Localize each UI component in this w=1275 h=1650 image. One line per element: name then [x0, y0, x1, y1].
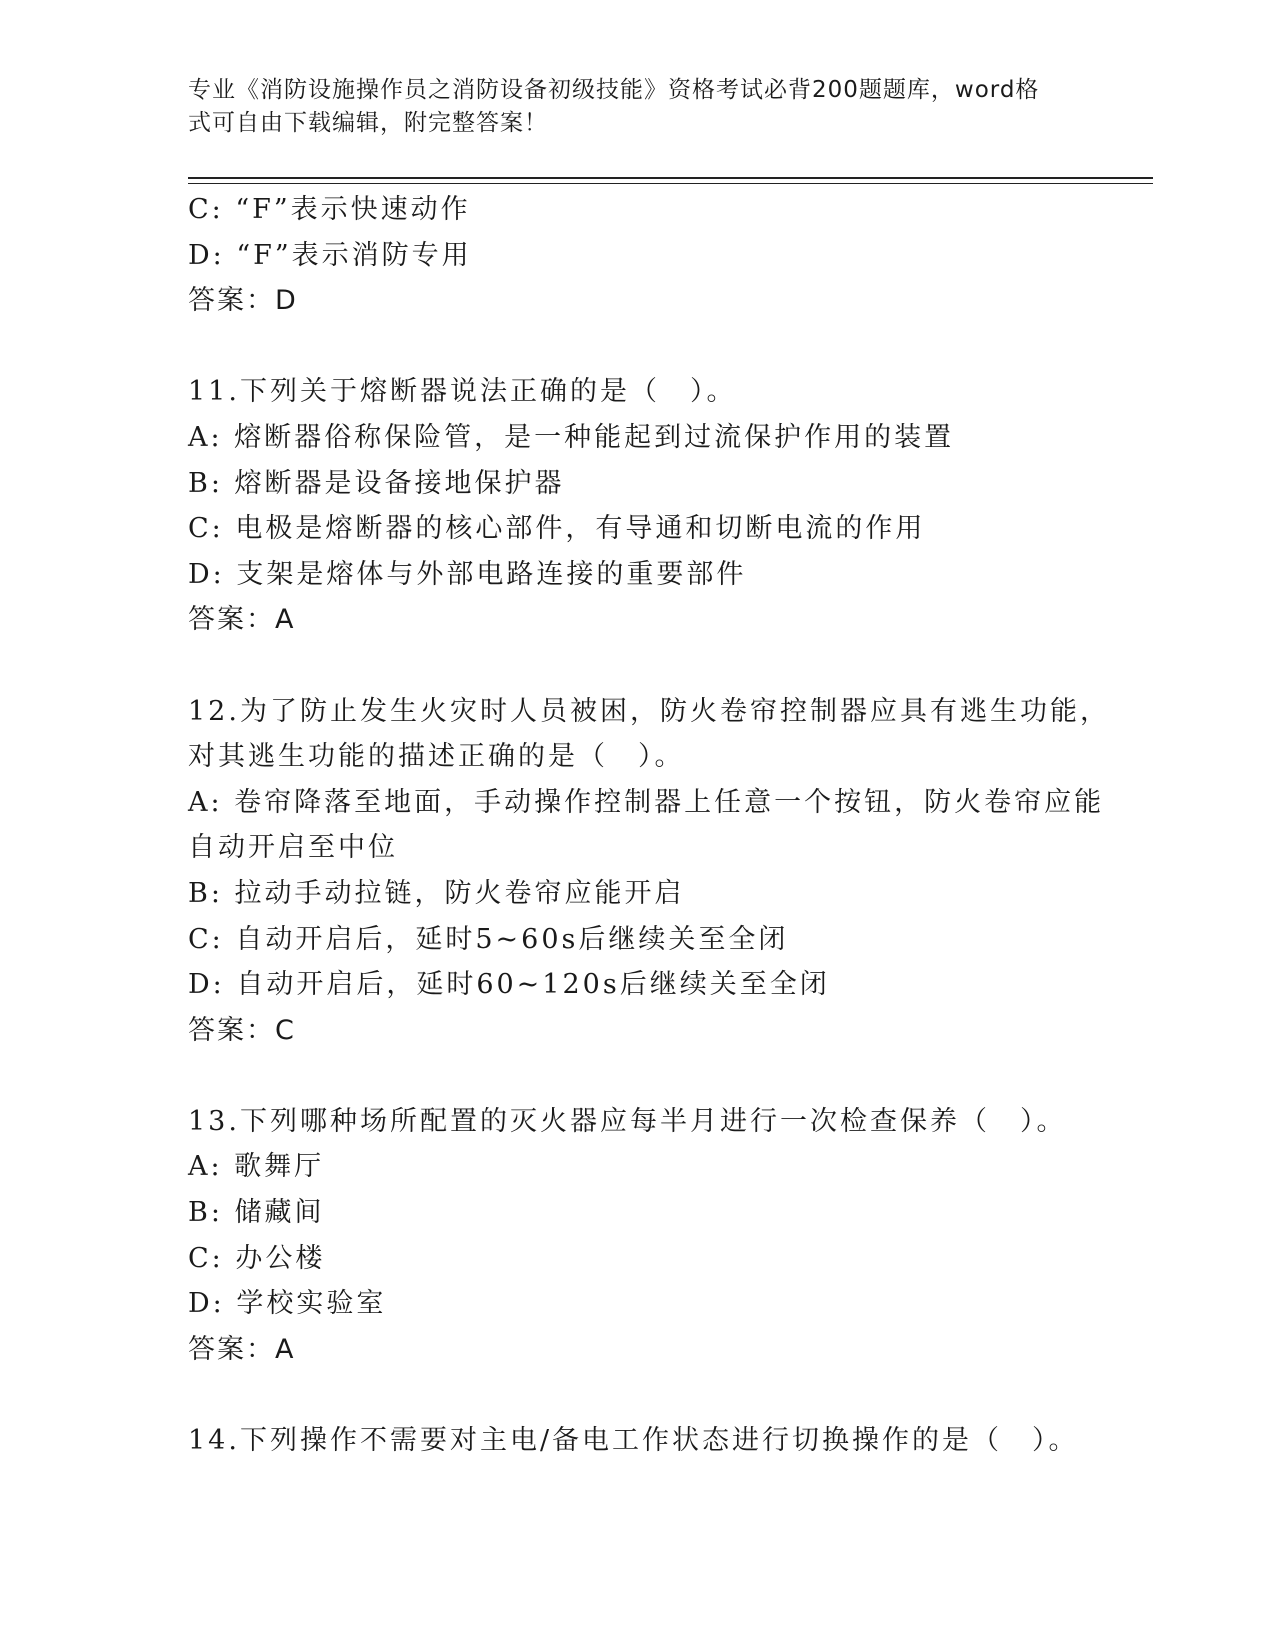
question-13-option-a: A: 歌舞厅 [188, 1151, 325, 1183]
question-12-option-b: B: 拉动手动拉链，防火卷帘应能开启 [188, 877, 685, 909]
question-12-option-a-line-2: 自动开启至中位 [188, 832, 398, 864]
question-11-option-d: D: 支架是熔体与外部电路连接的重要部件 [188, 558, 747, 590]
question-spacer [188, 1372, 1088, 1418]
header-title-line-2: 式可自由下载编辑，附完整答案！ [188, 110, 548, 136]
question-spacer [188, 643, 1088, 689]
question-12-option-a-line-1: A: 卷帘降落至地面，手动操作控制器上任意一个按钮，防火卷帘应能 [188, 786, 1105, 818]
question-11-option-c: C: 电极是熔断器的核心部件，有导通和切断电流的作用 [188, 513, 926, 545]
header-divider-thin [188, 183, 1153, 184]
question-13-answer: 答案：A [188, 1333, 296, 1365]
answer-line: 答案：D [188, 285, 298, 317]
question-11-option-a: A: 熔断器俗称保险管，是一种能起到过流保护作用的装置 [188, 421, 955, 453]
question-12-stem-line-2: 对其逃生功能的描述正确的是（ ）。 [188, 741, 685, 773]
question-11-stem: 11.下列关于熔断器说法正确的是（ ）。 [188, 376, 737, 408]
question-13-option-c: C: 办公楼 [188, 1242, 326, 1274]
question-spacer [188, 324, 1088, 370]
question-spacer [188, 1053, 1088, 1099]
question-11-option-b: B: 熔断器是设备接地保护器 [188, 467, 565, 499]
question-12-option-c: C: 自动开启后，延时5~60s后继续关至全闭 [188, 923, 789, 955]
document-header [188, 74, 1068, 140]
option-c: C: “F”表示快速动作 [188, 194, 471, 225]
question-12-option-d: D: 自动开启后，延时60~120s后继续关至全闭 [188, 969, 830, 1001]
question-13-option-d: D: 学校实验室 [188, 1288, 387, 1320]
question-list [188, 187, 1110, 1464]
question-12-answer: 答案：C [188, 1014, 296, 1046]
option-d: D: “F”表示消防专用 [188, 239, 472, 271]
question-13-option-b: B: 储藏间 [188, 1197, 325, 1229]
question-14-stem: 14.下列操作不需要对主电/备电工作状态进行切换操作的是（ ）。 [188, 1425, 1079, 1457]
header-divider-thick [188, 177, 1153, 179]
question-12-stem-line-1: 12.为了防止发生火灾时人员被困，防火卷帘控制器应具有逃生功能， [188, 695, 1110, 727]
question-13-stem: 13.下列哪种场所配置的灭火器应每半月进行一次检查保养（ ）。 [188, 1105, 1067, 1137]
question-11-answer: 答案：A [188, 604, 296, 636]
header-title-line-1: 专业《消防设施操作员之消防设备初级技能》资格考试必背200题题库，word格 [188, 77, 1040, 103]
